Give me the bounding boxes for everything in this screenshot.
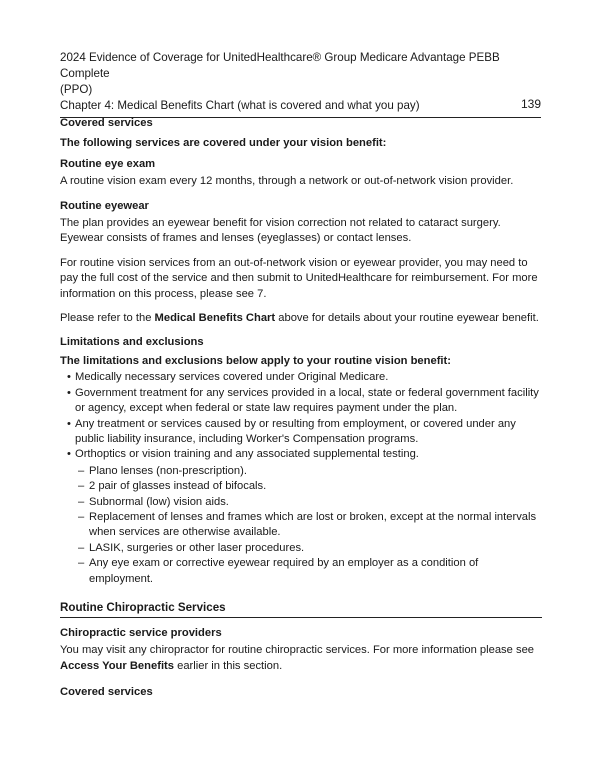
sub-list-item xyxy=(60,510,542,541)
sub-list-item-text: 2 pair of glasses instead of bifocals. xyxy=(89,480,267,493)
bullet-glyph: • xyxy=(67,371,71,384)
sub-list-item xyxy=(60,479,542,494)
page-content xyxy=(60,116,542,701)
bullet-glyph: • xyxy=(67,448,71,461)
routine-eyewear-text: The plan provides an eyewear benefit for vision correction not related to cataract surgery. Eyewear consists of frames and lenses (eyeglasses) or contact lenses. xyxy=(60,217,501,245)
routine-eye-exam-text: A routine vision exam every 12 months, through a network or out-of-network vision provider. xyxy=(60,175,514,188)
list-item-text: Medically necessary services covered under Original Medicare. xyxy=(75,371,389,384)
dash-glyph: – xyxy=(78,464,85,477)
list-item-text: Orthoptics or vision training and any associated supplemental testing. xyxy=(75,448,419,461)
bullet-glyph: • xyxy=(67,386,71,399)
medical-benefits-chart-reference: Medical Benefits Chart xyxy=(154,312,276,325)
sub-list-item-text: Subnormal (low) vision aids. xyxy=(89,495,229,508)
sub-list-item xyxy=(60,556,542,587)
dash-glyph: – xyxy=(78,495,85,508)
access-your-benefits-reference: Access Your Benefits xyxy=(60,659,174,672)
dash-glyph: – xyxy=(78,510,85,523)
sub-list-item-text: LASIK, surgeries or other laser procedures. xyxy=(89,541,305,554)
providers-suffix: earlier in this section. xyxy=(174,659,283,672)
chiropractic-covered-services-heading: Covered services xyxy=(60,686,153,699)
providers-prefix: You may visit any chiropractor for routine chiropractic services. For more information please see xyxy=(60,644,535,657)
page-header xyxy=(60,50,541,118)
routine-eye-exam-heading: Routine eye exam xyxy=(60,157,156,170)
sub-list-item-text: Replacement of lenses and frames which are lost or broken, except at the normal intervals when services are otherwise available. xyxy=(89,510,537,539)
list-item-text: Government treatment for any services provided in a local, state or federal government facility or agency, except when federal or state law requires payment under the plan. xyxy=(75,386,539,415)
list-item xyxy=(60,386,542,417)
sub-list-item-text: Plano lenses (non-prescription). xyxy=(89,464,247,477)
routine-eyewear-heading: Routine eyewear xyxy=(60,199,149,212)
dash-glyph: – xyxy=(78,480,85,493)
bullet-glyph: • xyxy=(67,417,71,430)
sub-list-item xyxy=(60,464,542,479)
list-item xyxy=(60,370,542,385)
covered-services-heading: Covered services xyxy=(60,117,153,129)
refer-prefix: Please refer to the xyxy=(60,312,155,325)
refer-suffix: above for details about your routine eyewear benefit. xyxy=(275,312,539,325)
sub-list-item xyxy=(60,541,542,556)
header-chapter-title: Chapter 4: Medical Benefits Chart (what is covered and what you pay) xyxy=(60,99,420,112)
list-item xyxy=(60,447,542,462)
limitations-heading: Limitations and exclusions xyxy=(60,336,204,349)
list-item-text: Any treatment or services caused by or resulting from employment, or covered under any public liability insurance, including Worker's Compensation programs. xyxy=(75,417,516,445)
list-item xyxy=(60,417,542,448)
header-document-title-cont: (PPO) xyxy=(60,83,93,96)
dash-glyph: – xyxy=(78,557,85,570)
sub-list-item-text: Any eye exam or corrective eyewear required by an employer as a condition of employment. xyxy=(89,557,479,585)
out-of-network-text: For routine vision services from an out-of-network vision or eyewear provider, you may need to pay the full cost of the service and then submit to UnitedHealthcare for reimbursement. For more information on this process, please see 7. xyxy=(60,256,538,300)
chiropractic-providers-text xyxy=(60,643,542,674)
routine-chiropractic-section-title: Routine Chiropractic Services xyxy=(60,600,542,618)
header-document-title: 2024 Evidence of Coverage for UnitedHealthcare® Group Medicare Advantage PEBB Complete xyxy=(60,51,500,80)
sub-list-item xyxy=(60,495,542,510)
page-number: 139 xyxy=(520,97,541,111)
dash-glyph: – xyxy=(78,541,85,554)
vision-benefit-intro: The following services are covered under your vision benefit: xyxy=(60,137,387,150)
refer-to-chart-text xyxy=(60,311,542,326)
chiropractic-providers-heading: Chiropractic service providers xyxy=(60,626,222,639)
limitations-intro: The limitations and exclusions below apply to your routine vision benefit: xyxy=(60,354,451,367)
